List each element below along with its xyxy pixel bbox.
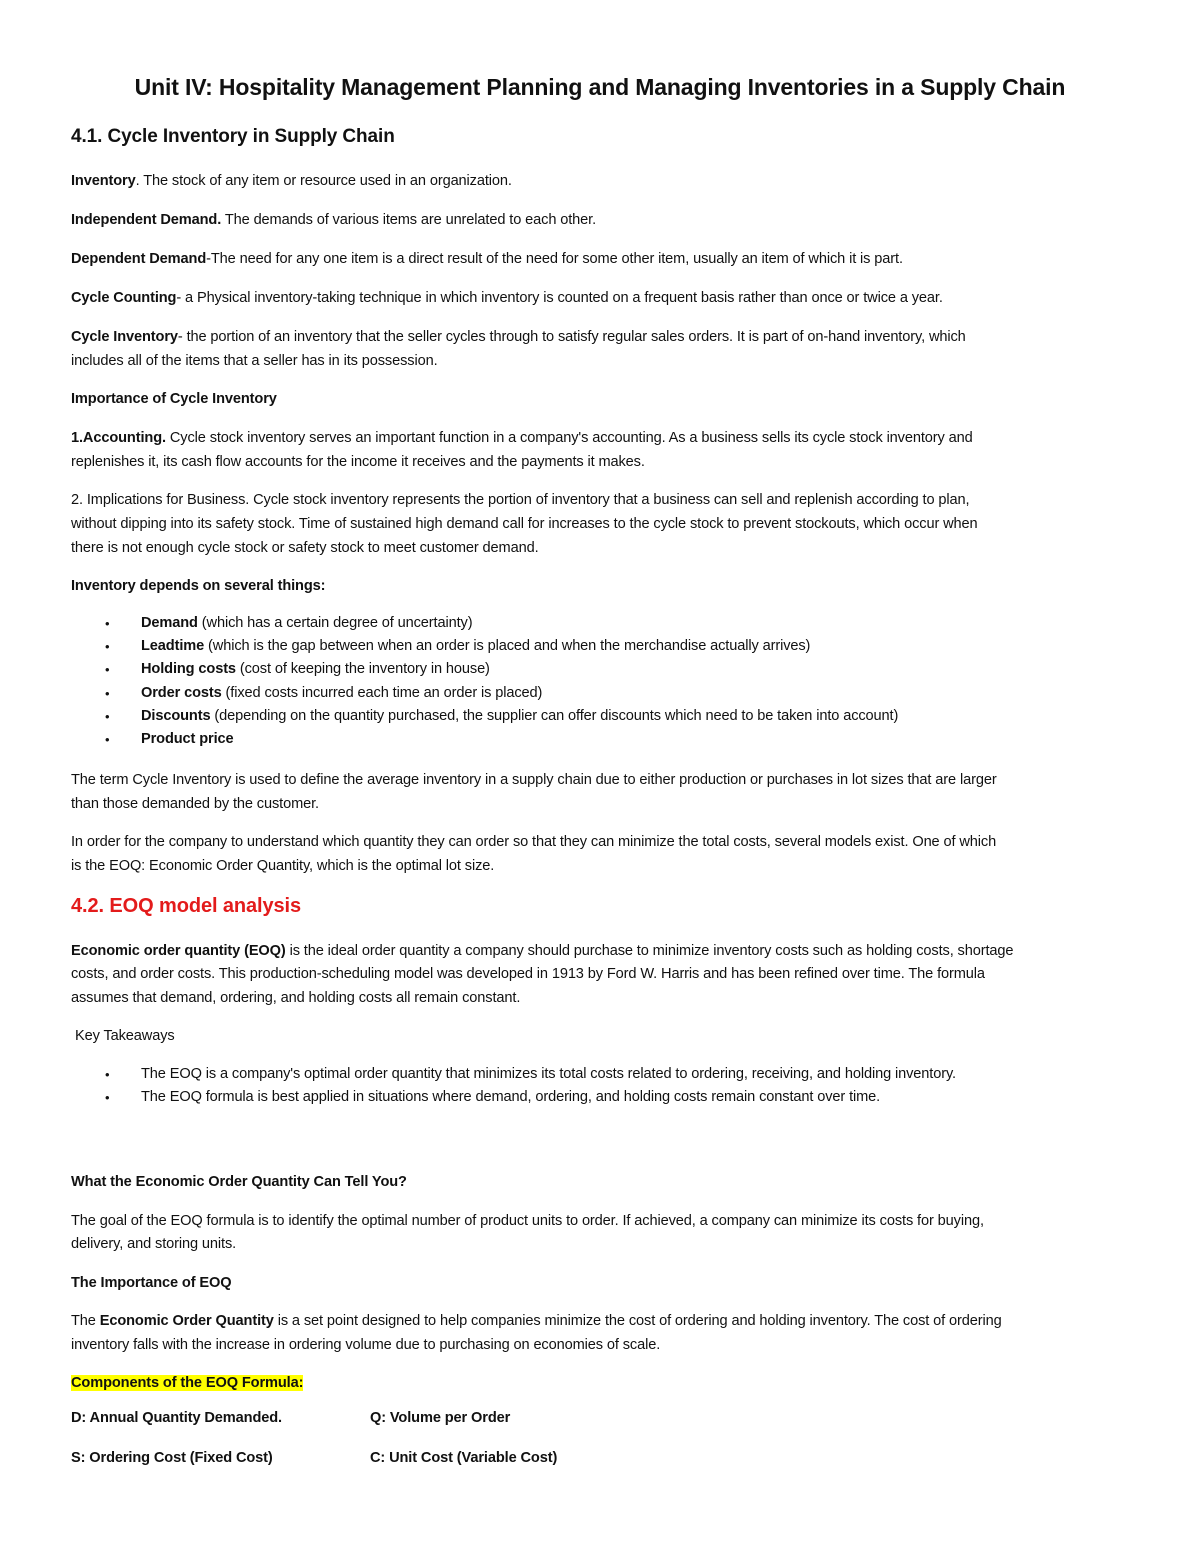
definition-text: The demands of various items are unrelated to each other. bbox=[221, 212, 597, 228]
bullet-icon: • bbox=[105, 616, 110, 631]
item-text: (cost of keeping the inventory in house) bbox=[235, 661, 490, 678]
definition-cycle-counting bbox=[71, 286, 943, 310]
section-heading-4-1: 4.1. Cycle Inventory in Supply Chain bbox=[71, 126, 395, 147]
bullet-icon: • bbox=[105, 685, 110, 701]
definition-cycle-inventory bbox=[71, 325, 966, 349]
eoq-definition-line2: costs, and order costs. This production-scheduling model was developed in 1913 by Ford W. Harris and has been refined over time. The formula bbox=[71, 966, 985, 982]
paragraph-text: Cycle stock inventory serves an important function in a company's accounting. As a business sells its cycle stock inventory and bbox=[165, 430, 973, 446]
item-text: The EOQ is a company's optimal order quantity that minimizes its total costs related to ordering, receiving, and holding inventory. bbox=[141, 1066, 956, 1082]
eoq-intro-line1: In order for the company to understand which quantity they can order so that they can minimize the total costs, several models exist. One of which bbox=[71, 834, 997, 850]
list-item bbox=[71, 682, 898, 705]
component-left: D: Annual Quantity Demanded. bbox=[71, 1410, 282, 1426]
definition-inventory bbox=[71, 169, 512, 193]
term: Holding costs bbox=[141, 661, 236, 678]
eoq-intro-line2: is the EOQ: Economic Order Quantity, which is the optimal lot size. bbox=[71, 858, 495, 874]
term: Demand bbox=[141, 615, 198, 631]
list-item bbox=[71, 612, 898, 635]
cycle-inventory-para-line1: The term Cycle Inventory is used to define the average inventory in a supply chain due to either production or purchases in lot sizes that are larger bbox=[71, 772, 997, 788]
section-heading-4-2: 4.2. EOQ model analysis bbox=[71, 895, 302, 917]
item-text: (depending on the quantity purchased, the supplier can offer discounts which need to be taken into account) bbox=[210, 707, 899, 724]
item-text: (fixed costs incurred each time an order is placed) bbox=[221, 684, 543, 701]
bullet-icon: • bbox=[105, 639, 110, 655]
list-item bbox=[71, 1063, 956, 1086]
paragraph-text: The bbox=[71, 1313, 100, 1329]
term: Cycle Counting bbox=[71, 290, 177, 306]
paragraph-text: is a set point designed to help companies minimize the cost of ordering and holding inventory. The cost of ordering bbox=[273, 1313, 1002, 1329]
term: Discounts bbox=[141, 707, 211, 724]
definition-dependent-demand bbox=[71, 247, 903, 271]
definition-independent-demand bbox=[71, 208, 596, 232]
importance-accounting-line2: replenishes it, its cash flow accounts for the income it receives and the payments it makes. bbox=[71, 454, 645, 470]
term: Economic Order Quantity bbox=[99, 1313, 274, 1329]
list-item bbox=[71, 658, 898, 681]
definition-cycle-inventory-line2: includes all of the items that a seller has in its possession. bbox=[71, 353, 438, 369]
eoq-definition-line3: assumes that demand, ordering, and holding costs all remain constant. bbox=[71, 990, 521, 1006]
page-title: Unit IV: Hospitality Management Planning and Managing Inventories in a Supply Chain bbox=[134, 74, 1066, 100]
term: Order costs bbox=[141, 684, 222, 701]
list-item bbox=[71, 728, 898, 751]
term: Independent Demand. bbox=[71, 212, 222, 228]
bullet-icon: • bbox=[105, 708, 110, 724]
list-item bbox=[71, 635, 898, 658]
importance-eoq-line2: inventory falls with the increase in ordering volume due to purchasing on economies of scale. bbox=[71, 1337, 661, 1353]
list-item bbox=[71, 1086, 956, 1109]
term: Dependent Demand bbox=[71, 251, 207, 267]
term: 1.Accounting. bbox=[71, 430, 166, 446]
item-text: (which is the gap between when an order is placed and when the merchandise actually arrives) bbox=[204, 638, 811, 655]
list-item bbox=[71, 705, 898, 728]
paragraph-text: is the ideal order quantity a company should purchase to minimize inventory costs such as holding costs, shortage bbox=[285, 943, 1014, 959]
component-right: C: Unit Cost (Variable Cost) bbox=[370, 1450, 558, 1466]
item-text: (which has a certain degree of uncertainty) bbox=[197, 615, 473, 631]
component-left: S: Ordering Cost (Fixed Cost) bbox=[71, 1450, 273, 1466]
definition-text: . The stock of any item or resource used in an organization. bbox=[135, 173, 512, 189]
importance-business-line1: 2. Implications for Business. Cycle stock inventory represents the portion of inventory that a business can sell and replenish according to plan, bbox=[71, 492, 970, 508]
components-row bbox=[71, 1410, 511, 1426]
definition-text: -The need for any one item is a direct result of the need for some other item, usually an item of which it is part. bbox=[206, 251, 903, 267]
item-text: The EOQ formula is best applied in situations where demand, ordering, and holding costs remain constant over time. bbox=[141, 1089, 881, 1106]
eoq-definition-line1 bbox=[71, 939, 1013, 963]
term: Economic order quantity (EOQ) bbox=[71, 943, 286, 959]
bullet-icon: • bbox=[105, 662, 110, 678]
depends-list bbox=[71, 612, 898, 751]
importance-business-line2: without dipping into its safety stock. Time of sustained high demand call for increases to the cycle stock to prevent stockouts, which occur when bbox=[71, 516, 978, 532]
component-right: Q: Volume per Order bbox=[370, 1410, 511, 1426]
term: Leadtime bbox=[141, 638, 205, 655]
term: Cycle Inventory bbox=[71, 329, 178, 345]
key-takeaways-label: Key Takeaways bbox=[75, 1028, 175, 1044]
term: Product price bbox=[141, 730, 234, 747]
bullet-icon: • bbox=[105, 731, 110, 747]
components-heading bbox=[71, 1371, 303, 1395]
tell-para-line2: delivery, and storing units. bbox=[71, 1236, 237, 1252]
importance-eoq-line1 bbox=[71, 1309, 1002, 1333]
definition-text: - the portion of an inventory that the seller cycles through to satisfy regular sales orders. It is part of on-hand inventory, which bbox=[177, 329, 966, 345]
highlighted-text: Components of the EOQ Formula: bbox=[71, 1375, 304, 1391]
importance-accounting bbox=[71, 426, 973, 450]
depends-heading: Inventory depends on several things: bbox=[71, 578, 326, 594]
definition-text: - a Physical inventory-taking technique in which inventory is counted on a frequent basis rather than once or twice a year. bbox=[176, 290, 943, 306]
importance-business-line3: there is not enough cycle stock or safety stock to meet customer demand. bbox=[71, 540, 539, 556]
bullet-icon: • bbox=[105, 1090, 110, 1106]
bullet-icon: • bbox=[105, 1067, 110, 1082]
cycle-inventory-para-line2: than those demanded by the customer. bbox=[71, 796, 319, 812]
components-row bbox=[71, 1450, 558, 1466]
importance-heading: Importance of Cycle Inventory bbox=[71, 391, 277, 407]
term: Inventory bbox=[71, 173, 136, 189]
importance-eoq-heading: The Importance of EOQ bbox=[71, 1275, 232, 1291]
tell-para-line1: The goal of the EOQ formula is to identify the optimal number of product units to order. If achieved, a company can minimize its costs for buying, bbox=[71, 1213, 984, 1229]
takeaways-list bbox=[71, 1063, 956, 1109]
tell-heading: What the Economic Order Quantity Can Tell You? bbox=[71, 1174, 407, 1190]
